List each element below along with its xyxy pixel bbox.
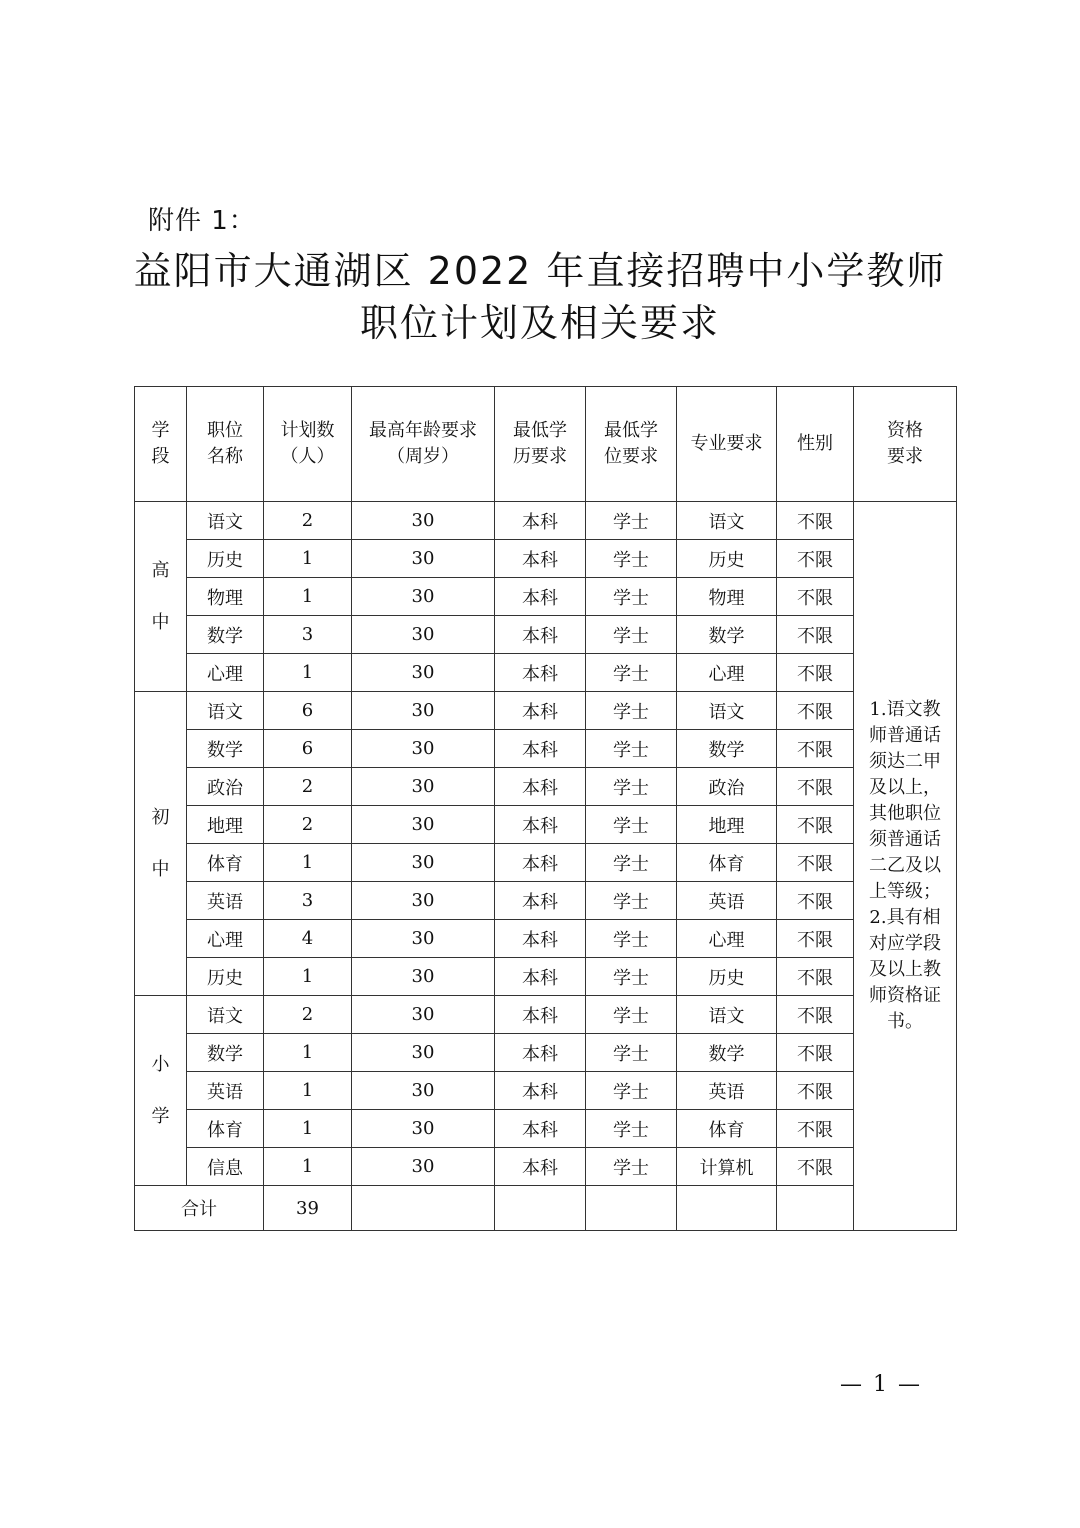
cell-position: 历史 xyxy=(187,540,264,578)
cell-age: 30 xyxy=(352,578,495,616)
header-max-age: 最高年龄要求 （周岁） xyxy=(352,387,495,502)
cell-gender: 不限 xyxy=(777,1034,854,1072)
cell-major: 语文 xyxy=(677,996,777,1034)
qualification-line: 2.具有相 xyxy=(869,907,941,928)
table-row xyxy=(135,806,957,844)
cell-degree: 学士 xyxy=(586,1034,677,1072)
qualification-line: 1.语文教 xyxy=(869,699,941,720)
cell-age: 30 xyxy=(352,1072,495,1110)
cell-age: 30 xyxy=(352,1034,495,1072)
cell-plan: 2 xyxy=(264,996,352,1034)
cell-gender: 不限 xyxy=(777,920,854,958)
table-row xyxy=(135,540,957,578)
cell-gender: 不限 xyxy=(777,502,854,540)
cell-position: 语文 xyxy=(187,692,264,730)
total-label: 合计 xyxy=(135,1186,264,1231)
cell-degree: 学士 xyxy=(586,654,677,692)
table-row xyxy=(135,502,957,540)
cell-gender: 不限 xyxy=(777,958,854,996)
cell-plan: 6 xyxy=(264,692,352,730)
cell-major: 地理 xyxy=(677,806,777,844)
table-row xyxy=(135,882,957,920)
cell-major: 政治 xyxy=(677,768,777,806)
cell-position: 体育 xyxy=(187,844,264,882)
cell-education: 本科 xyxy=(495,1034,586,1072)
cell-degree: 学士 xyxy=(586,844,677,882)
header-min-degree: 最低学 位要求 xyxy=(586,387,677,502)
cell-degree: 学士 xyxy=(586,1148,677,1186)
cell-education: 本科 xyxy=(495,768,586,806)
cell-plan: 6 xyxy=(264,730,352,768)
segment-cell-high-school: 高 中 xyxy=(135,502,187,692)
cell-position: 英语 xyxy=(187,882,264,920)
qualification-line: 书。 xyxy=(887,1011,923,1032)
table-row xyxy=(135,730,957,768)
cell-plan: 1 xyxy=(264,1072,352,1110)
cell-degree: 学士 xyxy=(586,730,677,768)
table-row xyxy=(135,920,957,958)
cell-plan: 1 xyxy=(264,540,352,578)
cell-education: 本科 xyxy=(495,1148,586,1186)
qualification-line: 师普通话 xyxy=(869,725,941,746)
cell-plan: 2 xyxy=(264,502,352,540)
empty-cell xyxy=(777,1186,854,1231)
cell-gender: 不限 xyxy=(777,1148,854,1186)
cell-major: 体育 xyxy=(677,1110,777,1148)
total-row xyxy=(135,1186,957,1231)
cell-education: 本科 xyxy=(495,806,586,844)
cell-age: 30 xyxy=(352,730,495,768)
cell-gender: 不限 xyxy=(777,540,854,578)
cell-major: 语文 xyxy=(677,502,777,540)
cell-degree: 学士 xyxy=(586,692,677,730)
cell-education: 本科 xyxy=(495,996,586,1034)
qualification-line: 及以上， xyxy=(869,777,941,798)
cell-education: 本科 xyxy=(495,502,586,540)
cell-plan: 1 xyxy=(264,1034,352,1072)
cell-plan: 1 xyxy=(264,958,352,996)
header-min-education: 最低学 历要求 xyxy=(495,387,586,502)
table-row xyxy=(135,616,957,654)
cell-major: 数学 xyxy=(677,616,777,654)
cell-degree: 学士 xyxy=(586,578,677,616)
cell-education: 本科 xyxy=(495,540,586,578)
cell-position: 政治 xyxy=(187,768,264,806)
table-row xyxy=(135,768,957,806)
cell-major: 英语 xyxy=(677,1072,777,1110)
table-row xyxy=(135,1148,957,1186)
cell-gender: 不限 xyxy=(777,616,854,654)
cell-degree: 学士 xyxy=(586,540,677,578)
cell-age: 30 xyxy=(352,996,495,1034)
cell-education: 本科 xyxy=(495,1110,586,1148)
header-gender: 性别 xyxy=(777,387,854,502)
cell-major: 体育 xyxy=(677,844,777,882)
cell-education: 本科 xyxy=(495,692,586,730)
table-row xyxy=(135,1072,957,1110)
cell-position: 英语 xyxy=(187,1072,264,1110)
header-position: 职位 名称 xyxy=(187,387,264,502)
cell-plan: 3 xyxy=(264,616,352,654)
cell-education: 本科 xyxy=(495,730,586,768)
cell-age: 30 xyxy=(352,1148,495,1186)
cell-age: 30 xyxy=(352,540,495,578)
cell-degree: 学士 xyxy=(586,1110,677,1148)
table-row xyxy=(135,958,957,996)
cell-age: 30 xyxy=(352,654,495,692)
cell-degree: 学士 xyxy=(586,502,677,540)
qualification-line: 对应学段 xyxy=(869,933,941,954)
cell-gender: 不限 xyxy=(777,806,854,844)
cell-plan: 4 xyxy=(264,920,352,958)
cell-degree: 学士 xyxy=(586,806,677,844)
header-plan-count: 计划数 （人） xyxy=(264,387,352,502)
attachment-label: 附件 1： xyxy=(148,206,256,236)
table-row xyxy=(135,654,957,692)
cell-age: 30 xyxy=(352,768,495,806)
document-title-line1: 益阳市大通湖区 2022 年直接招聘中小学教师 xyxy=(133,249,947,293)
cell-position: 信息 xyxy=(187,1148,264,1186)
cell-position: 数学 xyxy=(187,1034,264,1072)
cell-gender: 不限 xyxy=(777,1072,854,1110)
cell-education: 本科 xyxy=(495,578,586,616)
document-title-line2: 职位计划及相关要求 xyxy=(359,301,720,345)
empty-cell xyxy=(352,1186,495,1231)
cell-plan: 1 xyxy=(264,1110,352,1148)
cell-position: 心理 xyxy=(187,654,264,692)
segment-cell-middle-school: 初 中 xyxy=(135,692,187,996)
qualification-line: 其他职位 xyxy=(869,803,941,824)
cell-degree: 学士 xyxy=(586,958,677,996)
cell-major: 历史 xyxy=(677,540,777,578)
cell-education: 本科 xyxy=(495,654,586,692)
cell-gender: 不限 xyxy=(777,844,854,882)
cell-major: 心理 xyxy=(677,654,777,692)
cell-age: 30 xyxy=(352,806,495,844)
cell-education: 本科 xyxy=(495,616,586,654)
cell-gender: 不限 xyxy=(777,996,854,1034)
cell-age: 30 xyxy=(352,1110,495,1148)
cell-plan: 3 xyxy=(264,882,352,920)
cell-major: 心理 xyxy=(677,920,777,958)
cell-age: 30 xyxy=(352,616,495,654)
qualification-line: 须达二甲 xyxy=(869,751,941,772)
cell-plan: 1 xyxy=(264,654,352,692)
cell-major: 数学 xyxy=(677,730,777,768)
cell-position: 数学 xyxy=(187,730,264,768)
qualification-line: 及以上教 xyxy=(869,959,941,980)
cell-position: 历史 xyxy=(187,958,264,996)
qualification-line: 二乙及以 xyxy=(869,855,941,876)
cell-gender: 不限 xyxy=(777,730,854,768)
cell-position: 语文 xyxy=(187,996,264,1034)
cell-degree: 学士 xyxy=(586,1072,677,1110)
qualification-requirement-cell xyxy=(854,502,957,1231)
position-plan-table xyxy=(134,386,957,1231)
cell-position: 心理 xyxy=(187,920,264,958)
table-row xyxy=(135,996,957,1034)
cell-education: 本科 xyxy=(495,958,586,996)
cell-plan: 1 xyxy=(264,1148,352,1186)
table-row xyxy=(135,1110,957,1148)
cell-degree: 学士 xyxy=(586,920,677,958)
header-segment: 学 段 xyxy=(135,387,187,502)
cell-major: 数学 xyxy=(677,1034,777,1072)
segment-cell-primary-school: 小 学 xyxy=(135,996,187,1186)
cell-degree: 学士 xyxy=(586,768,677,806)
qualification-line: 须普通话 xyxy=(869,829,941,850)
cell-age: 30 xyxy=(352,958,495,996)
cell-degree: 学士 xyxy=(586,616,677,654)
cell-gender: 不限 xyxy=(777,768,854,806)
cell-age: 30 xyxy=(352,692,495,730)
cell-age: 30 xyxy=(352,844,495,882)
table-row xyxy=(135,692,957,730)
header-major: 专业要求 xyxy=(677,387,777,502)
cell-position: 物理 xyxy=(187,578,264,616)
cell-major: 语文 xyxy=(677,692,777,730)
page-number: — 1 — xyxy=(840,1372,922,1397)
table-row xyxy=(135,844,957,882)
cell-plan: 2 xyxy=(264,806,352,844)
cell-plan: 2 xyxy=(264,768,352,806)
table-header-row xyxy=(135,387,957,502)
total-value: 39 xyxy=(264,1186,352,1231)
empty-cell xyxy=(495,1186,586,1231)
cell-gender: 不限 xyxy=(777,1110,854,1148)
empty-cell xyxy=(677,1186,777,1231)
cell-plan: 1 xyxy=(264,578,352,616)
cell-education: 本科 xyxy=(495,920,586,958)
cell-major: 英语 xyxy=(677,882,777,920)
cell-degree: 学士 xyxy=(586,882,677,920)
qualification-line: 上等级； xyxy=(869,881,941,902)
cell-major: 计算机 xyxy=(677,1148,777,1186)
cell-gender: 不限 xyxy=(777,578,854,616)
cell-major: 历史 xyxy=(677,958,777,996)
cell-education: 本科 xyxy=(495,1072,586,1110)
cell-position: 体育 xyxy=(187,1110,264,1148)
cell-age: 30 xyxy=(352,920,495,958)
cell-gender: 不限 xyxy=(777,882,854,920)
cell-age: 30 xyxy=(352,882,495,920)
cell-position: 数学 xyxy=(187,616,264,654)
cell-plan: 1 xyxy=(264,844,352,882)
cell-education: 本科 xyxy=(495,882,586,920)
table-row xyxy=(135,1034,957,1072)
cell-education: 本科 xyxy=(495,844,586,882)
cell-degree: 学士 xyxy=(586,996,677,1034)
cell-position: 语文 xyxy=(187,502,264,540)
header-qualification: 资格 要求 xyxy=(854,387,957,502)
cell-position: 地理 xyxy=(187,806,264,844)
table-row xyxy=(135,578,957,616)
empty-cell xyxy=(586,1186,677,1231)
cell-age: 30 xyxy=(352,502,495,540)
qualification-line: 师资格证 xyxy=(869,985,941,1006)
cell-gender: 不限 xyxy=(777,692,854,730)
cell-major: 物理 xyxy=(677,578,777,616)
cell-gender: 不限 xyxy=(777,654,854,692)
